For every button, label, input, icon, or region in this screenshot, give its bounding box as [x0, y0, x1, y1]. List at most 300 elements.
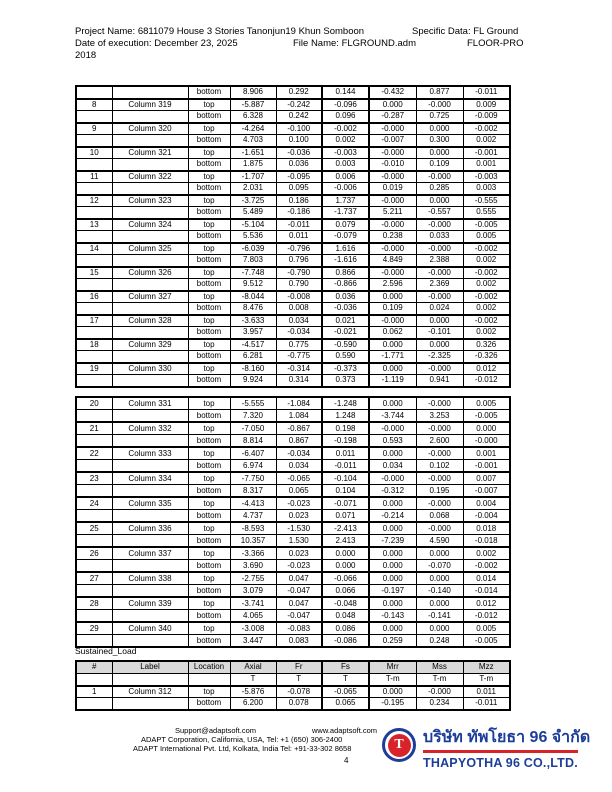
table-cell: -0.002 — [463, 267, 510, 279]
table-row — [76, 497, 510, 510]
file-name: File Name: FLGROUND.adm — [293, 38, 416, 49]
table-cell: # — [76, 661, 112, 673]
table-cell: 4.737 — [230, 510, 276, 523]
table-cell: -0.000 — [416, 497, 463, 510]
table-cell: bottom — [188, 86, 230, 99]
table-cell: -1.771 — [369, 351, 416, 363]
table-cell: -0.775 — [276, 351, 322, 363]
table-cell: 16 — [76, 291, 112, 303]
table-cell: 0.000 — [416, 147, 463, 159]
table-cell: -0.242 — [276, 99, 322, 111]
table-cell: 2.413 — [322, 535, 369, 548]
table-cell: 0.005 — [463, 231, 510, 243]
logo-divider — [423, 750, 578, 753]
table-cell — [112, 159, 188, 171]
table-cell: bottom — [188, 111, 230, 123]
table-cell — [76, 435, 112, 448]
table-cell: T-m — [369, 673, 416, 685]
table-cell — [76, 535, 112, 548]
table-cell — [76, 510, 112, 523]
table-cell: -8.160 — [230, 363, 276, 375]
table-cell: -4.517 — [230, 339, 276, 351]
table-cell: 0.047 — [276, 572, 322, 585]
table-row — [76, 460, 510, 473]
table-cell: -1.737 — [322, 207, 369, 219]
table-cell: -3.366 — [230, 547, 276, 560]
support-email: Support@adaptsoft.com — [175, 726, 256, 735]
table-cell: 19 — [76, 363, 112, 375]
table-cell: 22 — [76, 447, 112, 460]
table-cell: 0.008 — [276, 303, 322, 315]
table-cell — [76, 375, 112, 387]
table-cell: top — [188, 363, 230, 375]
table-cell: 11 — [76, 171, 112, 183]
table-cell: Location — [188, 661, 230, 673]
table-cell: 29 — [76, 622, 112, 635]
table-cell: Column 332 — [112, 422, 188, 435]
table-cell: -0.002 — [463, 291, 510, 303]
table-cell — [112, 231, 188, 243]
table-cell: 0.078 — [276, 698, 322, 710]
table-cell: -0.590 — [322, 339, 369, 351]
table-cell: -0.036 — [276, 147, 322, 159]
table-cell: -0.000 — [416, 291, 463, 303]
table-cell: -7.750 — [230, 472, 276, 485]
table-cell: 0.000 — [369, 522, 416, 535]
table-cell — [76, 303, 112, 315]
table-cell: -0.000 — [369, 243, 416, 255]
table-cell: 0.877 — [416, 86, 463, 99]
table-row — [76, 485, 510, 498]
table-cell: -0.373 — [322, 363, 369, 375]
table-cell: 3.447 — [230, 635, 276, 648]
table-cell: bottom — [188, 183, 230, 195]
table-cell: 0.005 — [463, 397, 510, 410]
table-cell: 0.096 — [322, 111, 369, 123]
table-cell: bottom — [188, 435, 230, 448]
table-row — [76, 686, 510, 698]
table-cell: bottom — [188, 460, 230, 473]
table-cell: -0.001 — [463, 147, 510, 159]
table-cell: -0.002 — [463, 315, 510, 327]
table-cell: T — [276, 673, 322, 685]
table-cell: 0.002 — [463, 327, 510, 339]
table-cell: 0.000 — [416, 622, 463, 635]
table-cell: 0.002 — [463, 279, 510, 291]
table-cell: 0.000 — [369, 622, 416, 635]
table-cell: -0.000 — [416, 472, 463, 485]
table-cell: -0.000 — [369, 147, 416, 159]
table-cell: -5.876 — [230, 686, 276, 698]
table-cell: -1.084 — [276, 397, 322, 410]
table-cell: -0.007 — [369, 135, 416, 147]
table-cell — [112, 375, 188, 387]
table-cell: -0.000 — [416, 422, 463, 435]
table-cell: 0.725 — [416, 111, 463, 123]
table-cell: 9.924 — [230, 375, 276, 387]
table-cell: Column 331 — [112, 397, 188, 410]
table-cell: 1.737 — [322, 195, 369, 207]
table-cell: top — [188, 339, 230, 351]
table-cell: 0.000 — [369, 363, 416, 375]
table-cell: -0.197 — [369, 585, 416, 598]
table-cell: bottom — [188, 410, 230, 423]
table-cell — [112, 485, 188, 498]
table-row — [76, 243, 510, 255]
table-cell: 0.000 — [369, 560, 416, 573]
table-cell: 0.195 — [416, 485, 463, 498]
table-cell: 0.066 — [322, 585, 369, 598]
table-cell: -4.264 — [230, 123, 276, 135]
table-cell — [112, 435, 188, 448]
table-units-row — [76, 673, 510, 685]
table-row — [76, 255, 510, 267]
table-cell — [112, 673, 188, 685]
table-cell: 2.031 — [230, 183, 276, 195]
table-cell — [112, 698, 188, 710]
table-cell: 0.186 — [276, 195, 322, 207]
table-cell — [112, 535, 188, 548]
table-cell: 21 — [76, 422, 112, 435]
table-row — [76, 291, 510, 303]
table-cell: -0.034 — [276, 447, 322, 460]
table-cell: 0.019 — [369, 183, 416, 195]
table-cell: Mzz — [463, 661, 510, 673]
table-cell: -0.000 — [369, 195, 416, 207]
table-row — [76, 267, 510, 279]
table-cell: -0.000 — [369, 267, 416, 279]
table-cell: 0.011 — [322, 447, 369, 460]
table-cell: -3.741 — [230, 597, 276, 610]
table-cell: -7.050 — [230, 422, 276, 435]
table-cell — [112, 610, 188, 623]
table-cell: 0.048 — [322, 610, 369, 623]
table-cell: -0.000 — [369, 123, 416, 135]
table-cell: top — [188, 422, 230, 435]
table-cell: 12 — [76, 195, 112, 207]
table-cell: top — [188, 315, 230, 327]
table-cell: top — [188, 99, 230, 111]
table-cell: bottom — [188, 327, 230, 339]
table-cell — [112, 460, 188, 473]
table-row — [76, 159, 510, 171]
table-cell: 0.242 — [276, 111, 322, 123]
table-row — [76, 698, 510, 710]
table-cell: top — [188, 472, 230, 485]
table-cell: -0.000 — [416, 99, 463, 111]
table-cell: -0.143 — [369, 610, 416, 623]
table-cell: 0.555 — [463, 207, 510, 219]
table-cell: -0.005 — [463, 410, 510, 423]
table-cell: -3.744 — [369, 410, 416, 423]
table-cell: 0.000 — [369, 99, 416, 111]
table-cell: 0.000 — [416, 339, 463, 351]
table-cell: top — [188, 572, 230, 585]
table-cell: Fr — [276, 661, 322, 673]
table-cell: 4.703 — [230, 135, 276, 147]
table-cell: -8.593 — [230, 522, 276, 535]
table-cell: 0.006 — [322, 171, 369, 183]
table-cell: 0.011 — [276, 231, 322, 243]
table-cell: 7.803 — [230, 255, 276, 267]
table-cell: 0.109 — [369, 303, 416, 315]
table-cell: 10 — [76, 147, 112, 159]
international-address: ADAPT International Pvt. Ltd, Kolkata, India Tel: +91-33-302 8658 — [133, 744, 352, 753]
table-cell: Axial — [230, 661, 276, 673]
table-cell: -0.002 — [463, 243, 510, 255]
table-cell: -0.014 — [463, 585, 510, 598]
table-cell: 26 — [76, 547, 112, 560]
table-cell: -0.079 — [322, 231, 369, 243]
table-cell: 0.034 — [276, 460, 322, 473]
table-cell: 0.000 — [416, 195, 463, 207]
table-cell: 0.104 — [322, 485, 369, 498]
table-cell: -0.557 — [416, 207, 463, 219]
table-cell: 1.875 — [230, 159, 276, 171]
table-cell: 20 — [76, 397, 112, 410]
table-row — [76, 410, 510, 423]
table-cell: 1.084 — [276, 410, 322, 423]
table-cell: 0.001 — [463, 159, 510, 171]
table-row — [76, 171, 510, 183]
table-cell: -0.000 — [463, 435, 510, 448]
table-cell — [76, 460, 112, 473]
table-cell: 0.071 — [322, 510, 369, 523]
table-cell: 3.253 — [416, 410, 463, 423]
table-cell: -0.000 — [416, 171, 463, 183]
table-cell: 0.079 — [322, 219, 369, 231]
table-cell: 0.011 — [463, 686, 510, 698]
table-cell: 0.198 — [322, 422, 369, 435]
table-cell: -0.011 — [276, 219, 322, 231]
table-cell: 0.867 — [276, 435, 322, 448]
table-cell: top — [188, 397, 230, 410]
table-row — [76, 572, 510, 585]
table-cell: 23 — [76, 472, 112, 485]
table-cell: 9 — [76, 123, 112, 135]
table-cell: 0.047 — [276, 597, 322, 610]
table-cell — [76, 410, 112, 423]
table-cell — [112, 351, 188, 363]
table-cell: 0.238 — [369, 231, 416, 243]
table-cell: -8.044 — [230, 291, 276, 303]
table-row — [76, 560, 510, 573]
table-cell: -0.790 — [276, 267, 322, 279]
table-cell: 0.144 — [322, 86, 369, 99]
table-cell: 0.000 — [416, 315, 463, 327]
table-cell: 0.775 — [276, 339, 322, 351]
table-row — [76, 363, 510, 375]
table-row — [76, 135, 510, 147]
table-cell: -0.186 — [276, 207, 322, 219]
table-cell: 0.000 — [369, 572, 416, 585]
table-cell: -0.034 — [276, 327, 322, 339]
table-cell: Label — [112, 661, 188, 673]
table-row — [76, 99, 510, 111]
table-cell: 0.000 — [369, 597, 416, 610]
table-row — [76, 472, 510, 485]
sustained-load-table — [75, 660, 511, 711]
table-cell — [76, 698, 112, 710]
table-cell: -0.000 — [369, 171, 416, 183]
table-cell: top — [188, 267, 230, 279]
table-cell: Column 323 — [112, 195, 188, 207]
table-cell: -0.326 — [463, 351, 510, 363]
table-cell: 2.369 — [416, 279, 463, 291]
table-cell: -0.000 — [416, 522, 463, 535]
table-cell: bottom — [188, 231, 230, 243]
table-cell: -0.023 — [276, 497, 322, 510]
sustained-load-section-title: Sustained_Load — [75, 646, 137, 656]
columns-results-table-2 — [75, 396, 511, 648]
table-cell: -0.003 — [322, 147, 369, 159]
table-cell: 0.014 — [463, 572, 510, 585]
table-cell: -0.012 — [463, 375, 510, 387]
table-cell: -0.000 — [369, 472, 416, 485]
table-cell: 1.616 — [322, 243, 369, 255]
table-row — [76, 123, 510, 135]
table-cell: 0.065 — [276, 485, 322, 498]
table-cell: 8.906 — [230, 86, 276, 99]
table-cell: -0.007 — [463, 485, 510, 498]
table-cell: Column 337 — [112, 547, 188, 560]
table-cell: 1 — [76, 686, 112, 698]
table-cell: top — [188, 686, 230, 698]
table-cell: -0.214 — [369, 510, 416, 523]
table-cell: 0.002 — [463, 547, 510, 560]
table-cell: -0.066 — [322, 572, 369, 585]
table-cell: 10.357 — [230, 535, 276, 548]
table-cell: -0.048 — [322, 597, 369, 610]
table-cell: Column 326 — [112, 267, 188, 279]
table-cell: 6.200 — [230, 698, 276, 710]
table-cell: 0.000 — [369, 547, 416, 560]
table-cell: Column 312 — [112, 686, 188, 698]
table-cell: 0.100 — [276, 135, 322, 147]
table-cell — [112, 560, 188, 573]
table-cell: 0.033 — [416, 231, 463, 243]
table-cell: bottom — [188, 351, 230, 363]
table-cell: -0.078 — [276, 686, 322, 698]
table-row — [76, 535, 510, 548]
table-cell — [112, 86, 188, 99]
table-row — [76, 327, 510, 339]
table-cell: 0.007 — [463, 472, 510, 485]
table-cell: top — [188, 195, 230, 207]
table-cell — [112, 183, 188, 195]
table-cell: -1.530 — [276, 522, 322, 535]
table-cell: 0.593 — [369, 435, 416, 448]
table-cell: Column 329 — [112, 339, 188, 351]
table-cell — [112, 510, 188, 523]
table-cell: -0.096 — [322, 99, 369, 111]
table-cell: 0.866 — [322, 267, 369, 279]
table-cell: -0.796 — [276, 243, 322, 255]
table-cell: bottom — [188, 635, 230, 648]
table-row — [76, 522, 510, 535]
table-row — [76, 111, 510, 123]
table-cell — [76, 159, 112, 171]
table-row — [76, 397, 510, 410]
table-cell: -0.006 — [322, 183, 369, 195]
table-cell: 0.023 — [276, 510, 322, 523]
table-cell: bottom — [188, 159, 230, 171]
table-cell: 6.974 — [230, 460, 276, 473]
table-row — [76, 510, 510, 523]
table-row — [76, 207, 510, 219]
table-cell: -0.012 — [463, 610, 510, 623]
table-cell: 5.211 — [369, 207, 416, 219]
table-cell: 0.018 — [463, 522, 510, 535]
table-cell: -0.047 — [276, 610, 322, 623]
table-cell: -3.008 — [230, 622, 276, 635]
table-cell: T-m — [463, 673, 510, 685]
table-row — [76, 279, 510, 291]
table-row — [76, 315, 510, 327]
table-cell: bottom — [188, 560, 230, 573]
table-cell: 6.281 — [230, 351, 276, 363]
table-cell: -1.651 — [230, 147, 276, 159]
table-cell: 3.079 — [230, 585, 276, 598]
table-cell: Column 336 — [112, 522, 188, 535]
table-cell: -0.867 — [276, 422, 322, 435]
table-cell: 0.000 — [322, 560, 369, 573]
table-cell — [76, 279, 112, 291]
table-cell — [76, 111, 112, 123]
table-cell: top — [188, 123, 230, 135]
table-cell: Column 335 — [112, 497, 188, 510]
table-cell: Column 338 — [112, 572, 188, 585]
table-cell: 0.790 — [276, 279, 322, 291]
table-cell: 0.002 — [463, 303, 510, 315]
table-row — [76, 435, 510, 448]
date-of-execution: Date of execution: December 23, 2025 — [75, 38, 238, 49]
table-cell: -0.008 — [276, 291, 322, 303]
table-cell: 0.000 — [463, 422, 510, 435]
table-cell: -0.002 — [463, 123, 510, 135]
table-cell: 0.034 — [276, 315, 322, 327]
table-header-row — [76, 661, 510, 673]
table-cell — [112, 585, 188, 598]
table-cell: -1.248 — [322, 397, 369, 410]
table-cell: Column 322 — [112, 171, 188, 183]
company-logo-text — [423, 727, 591, 770]
table-cell — [188, 673, 230, 685]
table-cell: 4.849 — [369, 255, 416, 267]
table-cell: -2.325 — [416, 351, 463, 363]
table-cell: Column 333 — [112, 447, 188, 460]
table-cell: 0.065 — [322, 698, 369, 710]
company-logo-icon — [382, 728, 416, 762]
table-row — [76, 635, 510, 648]
table-cell: Column 324 — [112, 219, 188, 231]
table-cell: 0.036 — [276, 159, 322, 171]
table-cell: -5.104 — [230, 219, 276, 231]
table-cell: 14 — [76, 243, 112, 255]
table-cell: -6.039 — [230, 243, 276, 255]
table-cell: 0.021 — [322, 315, 369, 327]
table-row — [76, 597, 510, 610]
table-cell: 0.234 — [416, 698, 463, 710]
table-cell: Column 319 — [112, 99, 188, 111]
table-cell: -0.000 — [416, 447, 463, 460]
project-name: Project Name: 6811079 House 3 Stories Tanonjun19 Khun Somboon — [75, 26, 365, 37]
table-row — [76, 303, 510, 315]
table-cell: -0.018 — [463, 535, 510, 548]
table-cell — [112, 135, 188, 147]
table-cell: 2.596 — [369, 279, 416, 291]
table-cell — [76, 585, 112, 598]
